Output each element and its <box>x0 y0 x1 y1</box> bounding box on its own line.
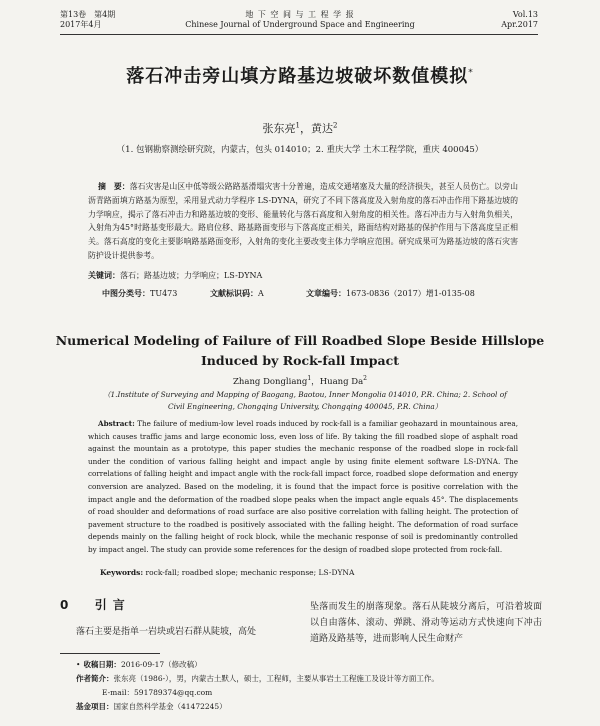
keywords-cn-text: 落石；路基边坡；力学响应；LS-DYNA <box>120 271 263 280</box>
section-number: 0 <box>60 598 75 612</box>
document-code <box>210 288 264 299</box>
title-cn-text: 落石冲击旁山填方路基边坡破坏数值模拟 <box>126 66 469 87</box>
title-en-line-1: Numerical Modeling of Failure of Fill Roadbed Slope Beside Hillslope <box>55 333 545 348</box>
author-2-mark: 2 <box>333 121 338 130</box>
intro-left-column: 落石主要是指单一岩块或岩石群从陡坡，高处 <box>76 627 257 637</box>
bio-value: 张东亮（1986-），男，内蒙古土默人，硕士，工程师，主要从事岩土工程施工及设计等方面工作。 <box>113 674 439 683</box>
author-2-en: Huang Da <box>319 377 364 387</box>
header-date: 2017年4月 <box>60 20 102 29</box>
abstract-cn-text: 落石灾害是山区中低等级公路路基滑塌灾害十分普遍，造成交通堵塞及大量的经济损失，甚至人员伤亡。以旁山沥青路面填方路基为原型，采用显式动力学程序 LS-DYNA，研究了不同下落高度及入射角度的落石冲击作用下路基边坡的力学响应，揭示了落石冲击力和路基边坡的变形、能量转化与落石高度和入射角度的相关性。落石冲击力与入射角负相关，入射角为45°时路基变形最大。路肩位移、路基路面变形与下落高度正相关，路面结构对路基的保护作用与下落高度呈正相关。落石高度的变化主要影响路基路面变形，入射角的变化主要改变主体力学响应范围。研究成果可为路基边坡的落石灾害防护设计提供参考。 <box>88 182 518 260</box>
title-en-line-2: Induced by Rock-fall Impact <box>200 353 400 368</box>
abstract-en <box>88 418 518 557</box>
footnote-bio <box>76 673 439 684</box>
author-2-en-mark: 2 <box>363 375 367 383</box>
fund-label: 基金项目： <box>76 702 114 711</box>
article-number <box>306 288 475 299</box>
abstract-cn <box>88 180 518 263</box>
footnote-received <box>76 659 202 670</box>
journal-name-cn: 地 下 空 间 与 工 程 学 报 <box>245 10 355 19</box>
keywords-cn-label: 关键词： <box>88 271 120 280</box>
doc-value: A <box>258 289 264 298</box>
header-volume-en: Vol.13 <box>512 10 538 19</box>
author-1-cn: 张东亮 <box>262 122 296 135</box>
author-separator: ， <box>300 122 311 135</box>
keywords-en <box>100 568 520 577</box>
article-label: 文章编号： <box>306 289 346 298</box>
bullet-icon: • <box>76 660 81 669</box>
running-header-right <box>501 10 538 30</box>
bio-label: 作者简介： <box>76 674 114 683</box>
author-1-en: Zhang Dongliang <box>233 377 308 387</box>
author-en-separator: ， <box>311 377 320 387</box>
abstract-en-label: Abstract: <box>98 419 135 428</box>
doc-label: 文献标识码： <box>210 289 258 298</box>
footnote-fund <box>76 701 227 712</box>
abstract-cn-label: 摘 要： <box>98 182 130 191</box>
affiliation-cn: （1. 包钢勘察测绘研究院，内蒙古，包头 014010；2. 重庆大学 土木工程学院，重庆 400045） <box>116 145 484 155</box>
affiliation-en: （1.Institute of Surveying and Mapping of Baogang, Baotou, Inner Mongolia 014010, P.R. China; 2. School of Civil Engineering, Chongqing University, Chongqing 400045, P.R. China） <box>103 390 507 411</box>
abstract-en-text: The failure of medium-low level roads induced by rock-fall is a familiar geohazard in mountainous area, which causes traffic jams and large economic loss, even loss of life. By taking the fill roadbed slope of asphalt road against the mountain as a prototype, this paper studies the mechanic response of the roadbed slope in rock-fall under the condition of various falling height and impact angle by using finite element software LS-DYNA. The correlations of falling height and impact angle with the rock-fall impact force, roadbed slope deformation and energy conversion are analyzed. Based on the modeling, it is found that the impact force is positive correlation with the impact angle and the deformation of the roadbed slope peaks when the impact angle equals 45°. The displacements of road shoulder and deformations of road surface are also positive correlation with falling height. The protection of pavement structure to the roadbed is positively associated with the falling height. The deformation of road surface depends mainly on the falling height of rock block, while the mechanic response of soil is predominantly controlled by impact angel. The study can provide some references for the design of roadbed slope protected from rock-fall. <box>88 419 518 554</box>
author-1-mark: 1 <box>295 121 300 130</box>
keywords-en-text: rock-fall; roadbed slope; mechanic response; LS-DYNA <box>145 568 355 577</box>
keywords-en-label: Keywords: <box>100 568 144 577</box>
authors-en <box>0 375 600 387</box>
keywords-cn <box>88 270 518 281</box>
received-value: 2016-09-17（修改稿） <box>120 660 202 669</box>
footnote-rule <box>60 653 160 654</box>
clc-number <box>102 288 177 299</box>
section-title: 引言 <box>94 598 131 612</box>
intro-right-column: 坠落而发生的崩落现象。落石从陡坡分离后，可沿着坡面以自由落体、滚动、弹跳、滑动等运动方式快速向下冲击道路及路基等，进而影响人民生命财产 <box>310 602 542 644</box>
header-rule <box>60 34 538 35</box>
author-2-cn: 黄达 <box>311 122 333 135</box>
clc-label: 中图分类号： <box>102 289 150 298</box>
section-heading <box>60 596 131 613</box>
title-en <box>0 331 600 371</box>
title-footnote-mark: * <box>468 68 474 78</box>
header-date-en: Apr.2017 <box>501 20 538 29</box>
clc-value: TU473 <box>150 289 178 298</box>
fund-value: 国家自然科学基金（41472245） <box>113 702 227 711</box>
received-label: 收稿日期： <box>83 660 121 669</box>
footnote-email: E-mail：591789374@qq.com <box>102 688 213 697</box>
title-cn <box>0 62 600 88</box>
authors-cn <box>0 120 600 136</box>
article-value: 1673-0836（2017）增1-0135-08 <box>346 289 475 298</box>
header-volume: 第13卷 第4期 <box>60 10 116 19</box>
author-1-en-mark: 1 <box>307 375 312 383</box>
journal-name-en: Chinese Journal of Underground Space and Engineering <box>185 20 415 29</box>
